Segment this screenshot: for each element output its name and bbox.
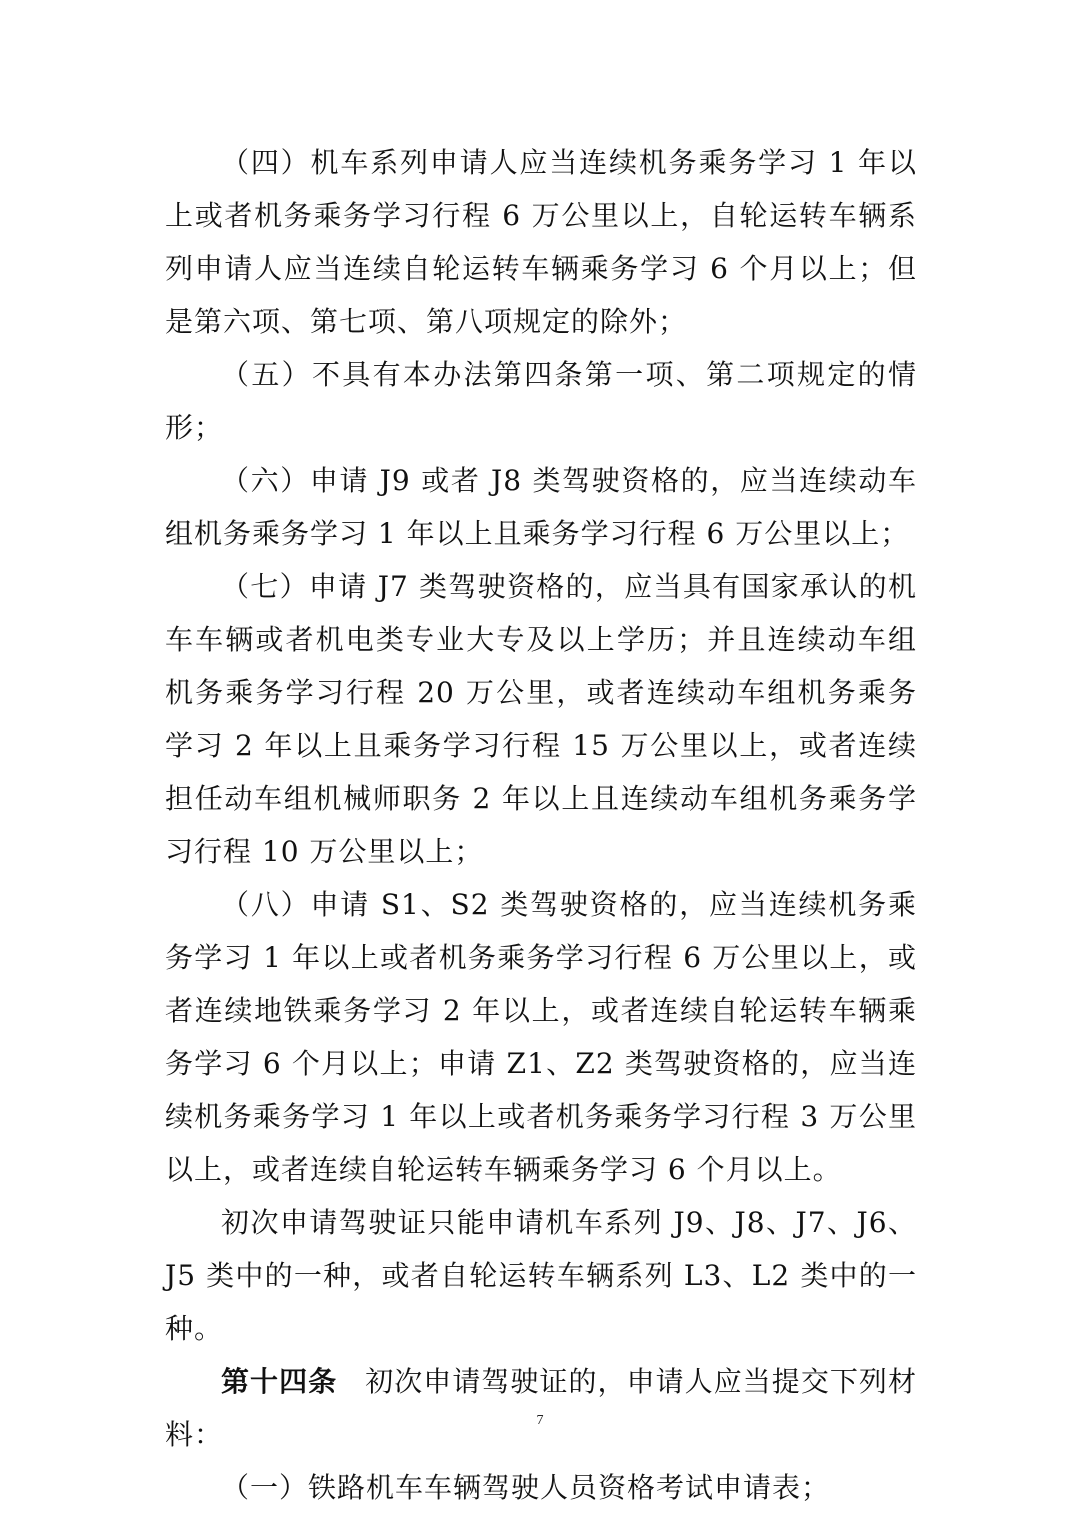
paragraph-item-8: （八）申请 S1、S2 类驾驶资格的，应当连续机务乘务学习 1 年以上或者机务乘务学习行程 6 万公里以上，或者连续地铁乘务学习 2 年以上，或者连续自轮运转车辆乘务学习 6 个月以上；申请 Z1、Z2 类驾驶资格的，应当连续机务乘务学习 1 年以上或者机务乘务学习行程 3 万公里以上，或者连续自轮运转车辆乘务学习 6 个月以上。 xyxy=(165,888,917,1186)
document-body xyxy=(165,136,917,1514)
paragraph-initial-application-note: 初次申请驾驶证只能申请机车系列 J9、J8、J7、J6、J5 类中的一种，或者自轮运转车辆系列 L3、L2 类中的一种。 xyxy=(165,1206,917,1345)
paragraph-item-4: （四）机车系列申请人应当连续机务乘务学习 1 年以上或者机务乘务学习行程 6 万公里以上，自轮运转车辆系列申请人应当连续自轮运转车辆乘务学习 6 个月以上；但是第六项、第七项、第八项规定的除外； xyxy=(165,146,917,338)
page-number: 7 xyxy=(536,1413,544,1428)
material-item-1: （一）铁路机车车辆驾驶人员资格考试申请表； xyxy=(221,1471,831,1504)
article-text: 初次申请驾驶证的，申请人应当提交下列材料： xyxy=(165,1365,917,1451)
article-number: 第十四条 xyxy=(221,1365,338,1398)
paragraph-item-5: （五）不具有本办法第四条第一项、第二项规定的情形； xyxy=(165,358,917,444)
paragraph-item-6: （六）申请 J9 或者 J8 类驾驶资格的，应当连续动车组机务乘务学习 1 年以上且乘务学习行程 6 万公里以上； xyxy=(165,464,917,550)
article-14 xyxy=(165,1355,917,1461)
paragraph-item-7: （七）申请 J7 类驾驶资格的，应当具有国家承认的机车车辆或者机电类专业大专及以上学历；并且连续动车组机务乘务学习行程 20 万公里，或者连续动车组机务乘务学习 2 年以上且乘务学习行程 15 万公里以上，或者连续担任动车组机械师职务 2 年以上且连续动车组机务乘务学习行程 10 万公里以上； xyxy=(165,570,917,868)
